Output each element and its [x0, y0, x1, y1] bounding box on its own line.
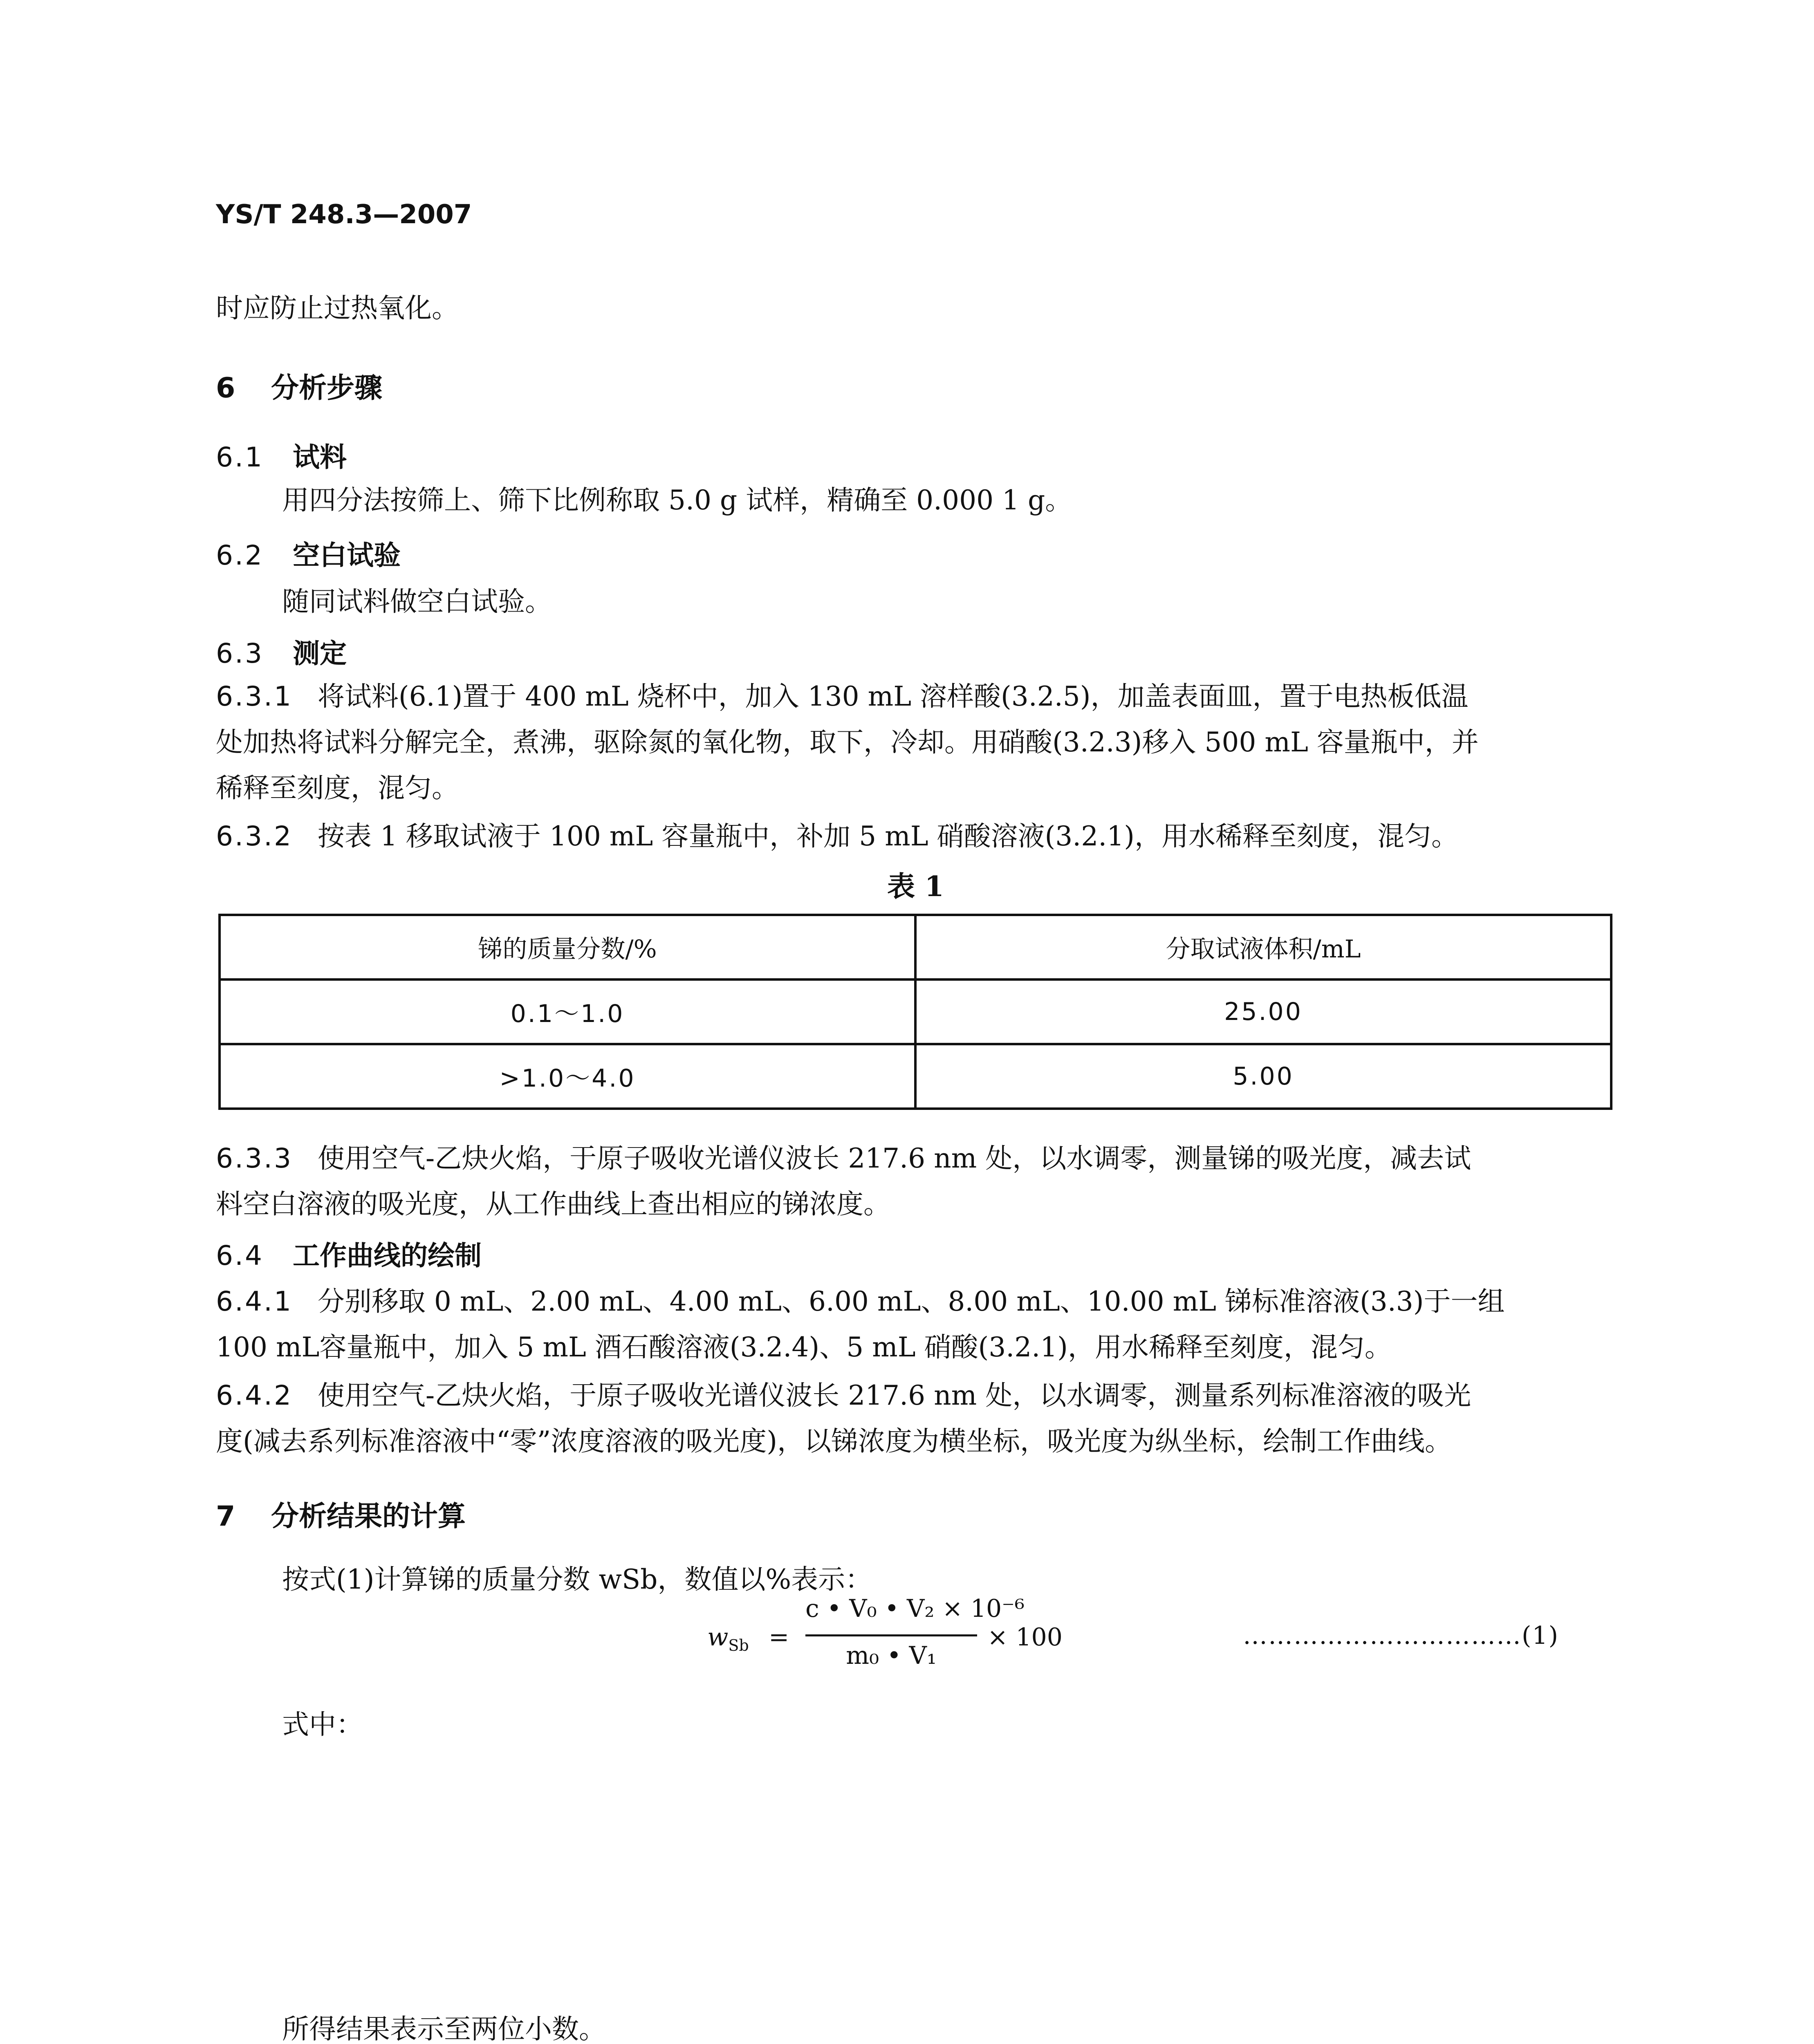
paragraph-6-4-1-line-2: 100 mL容量瓶中，加入 5 mL 酒石酸溶液(3.2.4)、5 mL 硝酸(3.2.1)，用水稀释至刻度，混匀。	[216, 1331, 1392, 1363]
table-cell: >1.0～4.0	[220, 1044, 915, 1109]
paragraph-6-4-1-line-1	[216, 1280, 1505, 1318]
continuation-text: 时应防止过热氧化。	[216, 292, 459, 324]
clause-number: 6.3.3	[216, 1143, 293, 1174]
formula-multiplier: × 100	[987, 1623, 1063, 1652]
paragraph-6-3-3-line-2: 料空白溶液的吸光度，从工作曲线上查出相应的锑浓度。	[216, 1188, 890, 1220]
paragraph-text: 将试料(6.1)置于 400 mL 烧杯中，加入 130 mL 溶样酸(3.2.5)，加盖表面皿，置于电热板低温	[317, 681, 1469, 712]
table-row	[220, 1044, 1611, 1109]
section-title: 分析结果的计算	[271, 1500, 466, 1533]
result-precision-note: 所得结果表示至两位小数。	[282, 2013, 606, 2044]
standard-number: YS/T 248.3—2007	[216, 199, 472, 230]
table-1-caption: 表 1	[887, 870, 944, 903]
formula-1	[707, 1594, 1161, 1680]
subsection-6-4-heading	[216, 1234, 482, 1273]
formula-number	[1243, 1621, 1559, 1650]
where-label: 式中：	[282, 1709, 363, 1740]
leader-dots: ……………………………	[1243, 1621, 1522, 1650]
paragraph-6-4-2-line-2: 度(减去系列标准溶液中“零”浓度溶液的吸光度)，以锑浓度为横坐标，吸光度为纵坐标，绘制工作曲线。	[216, 1425, 1452, 1457]
fraction-bar	[805, 1634, 977, 1636]
sampling-text: 用四分法按筛上、筛下比例称取 5.0 g 试样，精确至 0.000 1 g。	[282, 484, 1072, 516]
paragraph-6-3-1-line-1	[216, 675, 1468, 713]
paragraph-6-4-2-line-1	[216, 1374, 1471, 1412]
section-6-heading	[216, 366, 382, 406]
table-cell: 25.00	[915, 979, 1611, 1044]
clause-number: 6.4.2	[216, 1380, 293, 1411]
paragraph-text: 使用空气-乙炔火焰，于原子吸收光谱仪波长 217.6 nm 处，以水调零，测量锑的吸光度，减去试	[317, 1143, 1471, 1174]
subsection-6-2-heading	[216, 533, 401, 572]
section-title: 分析步骤	[271, 372, 383, 404]
paragraph-6-3-1-line-3: 稀释至刻度，混匀。	[216, 772, 459, 804]
subsection-6-1-heading	[216, 435, 347, 474]
paragraph-text: 分别移取 0 mL、2.00 mL、4.00 mL、6.00 mL、8.00 mL、10.00 mL 锑标准溶液(3.3)于一组	[317, 1286, 1505, 1317]
clause-number: 6.3.2	[216, 820, 293, 852]
subsection-number: 6.1	[216, 442, 264, 473]
subsection-number: 6.4	[216, 1240, 264, 1271]
table-cell: 0.1～1.0	[220, 979, 915, 1044]
table-header-cell: 锑的质量分数/%	[220, 915, 915, 979]
clause-number: 6.4.1	[216, 1286, 293, 1317]
paragraph-6-3-1-line-2: 处加热将试料分解完全，煮沸，驱除氮的氧化物，取下，冷却。用硝酸(3.2.3)移入 500 mL 容量瓶中，并	[216, 726, 1479, 758]
table-header-cell: 分取试液体积/mL	[915, 915, 1611, 979]
section-number: 6	[216, 372, 237, 404]
section-number: 7	[216, 1500, 237, 1533]
subsection-number: 6.2	[216, 540, 264, 571]
paragraph-6-3-2	[216, 814, 1458, 853]
subsection-title: 测定	[292, 637, 347, 669]
subsection-title: 试料	[292, 441, 347, 473]
table-header-row	[220, 915, 1611, 979]
formula-equals: =	[769, 1623, 789, 1652]
formula-intro: 按式(1)计算锑的质量分数 wSb，数值以%表示：	[282, 1564, 872, 1595]
subsection-6-3-heading	[216, 632, 347, 670]
subsection-number: 6.3	[216, 638, 264, 669]
paragraph-text: 使用空气-乙炔火焰，于原子吸收光谱仪波长 217.6 nm 处，以水调零，测量系列标准溶液的吸光	[317, 1380, 1471, 1411]
equation-number: (1)	[1522, 1621, 1559, 1650]
table-row	[220, 979, 1611, 1044]
paragraph-text: 按表 1 移取试液于 100 mL 容量瓶中，补加 5 mL 硝酸溶液(3.2.1)，用水稀释至刻度，混匀。	[317, 820, 1458, 852]
paragraph-6-3-3-line-1	[216, 1136, 1471, 1175]
table-cell: 5.00	[915, 1044, 1611, 1109]
clause-number: 6.3.1	[216, 681, 293, 712]
formula-denominator: m₀ • V₁	[846, 1641, 937, 1670]
subsection-title: 工作曲线的绘制	[292, 1239, 482, 1271]
formula-numerator: c • V₀ • V₂ × 10⁻⁶	[805, 1594, 1025, 1623]
formula-lhs: $w_{Sb}$	[707, 1623, 749, 1654]
table-1	[218, 914, 1612, 1110]
blank-test-text: 随同试料做空白试验。	[282, 586, 552, 617]
subsection-title: 空白试验	[292, 539, 401, 571]
section-7-heading	[216, 1494, 466, 1534]
